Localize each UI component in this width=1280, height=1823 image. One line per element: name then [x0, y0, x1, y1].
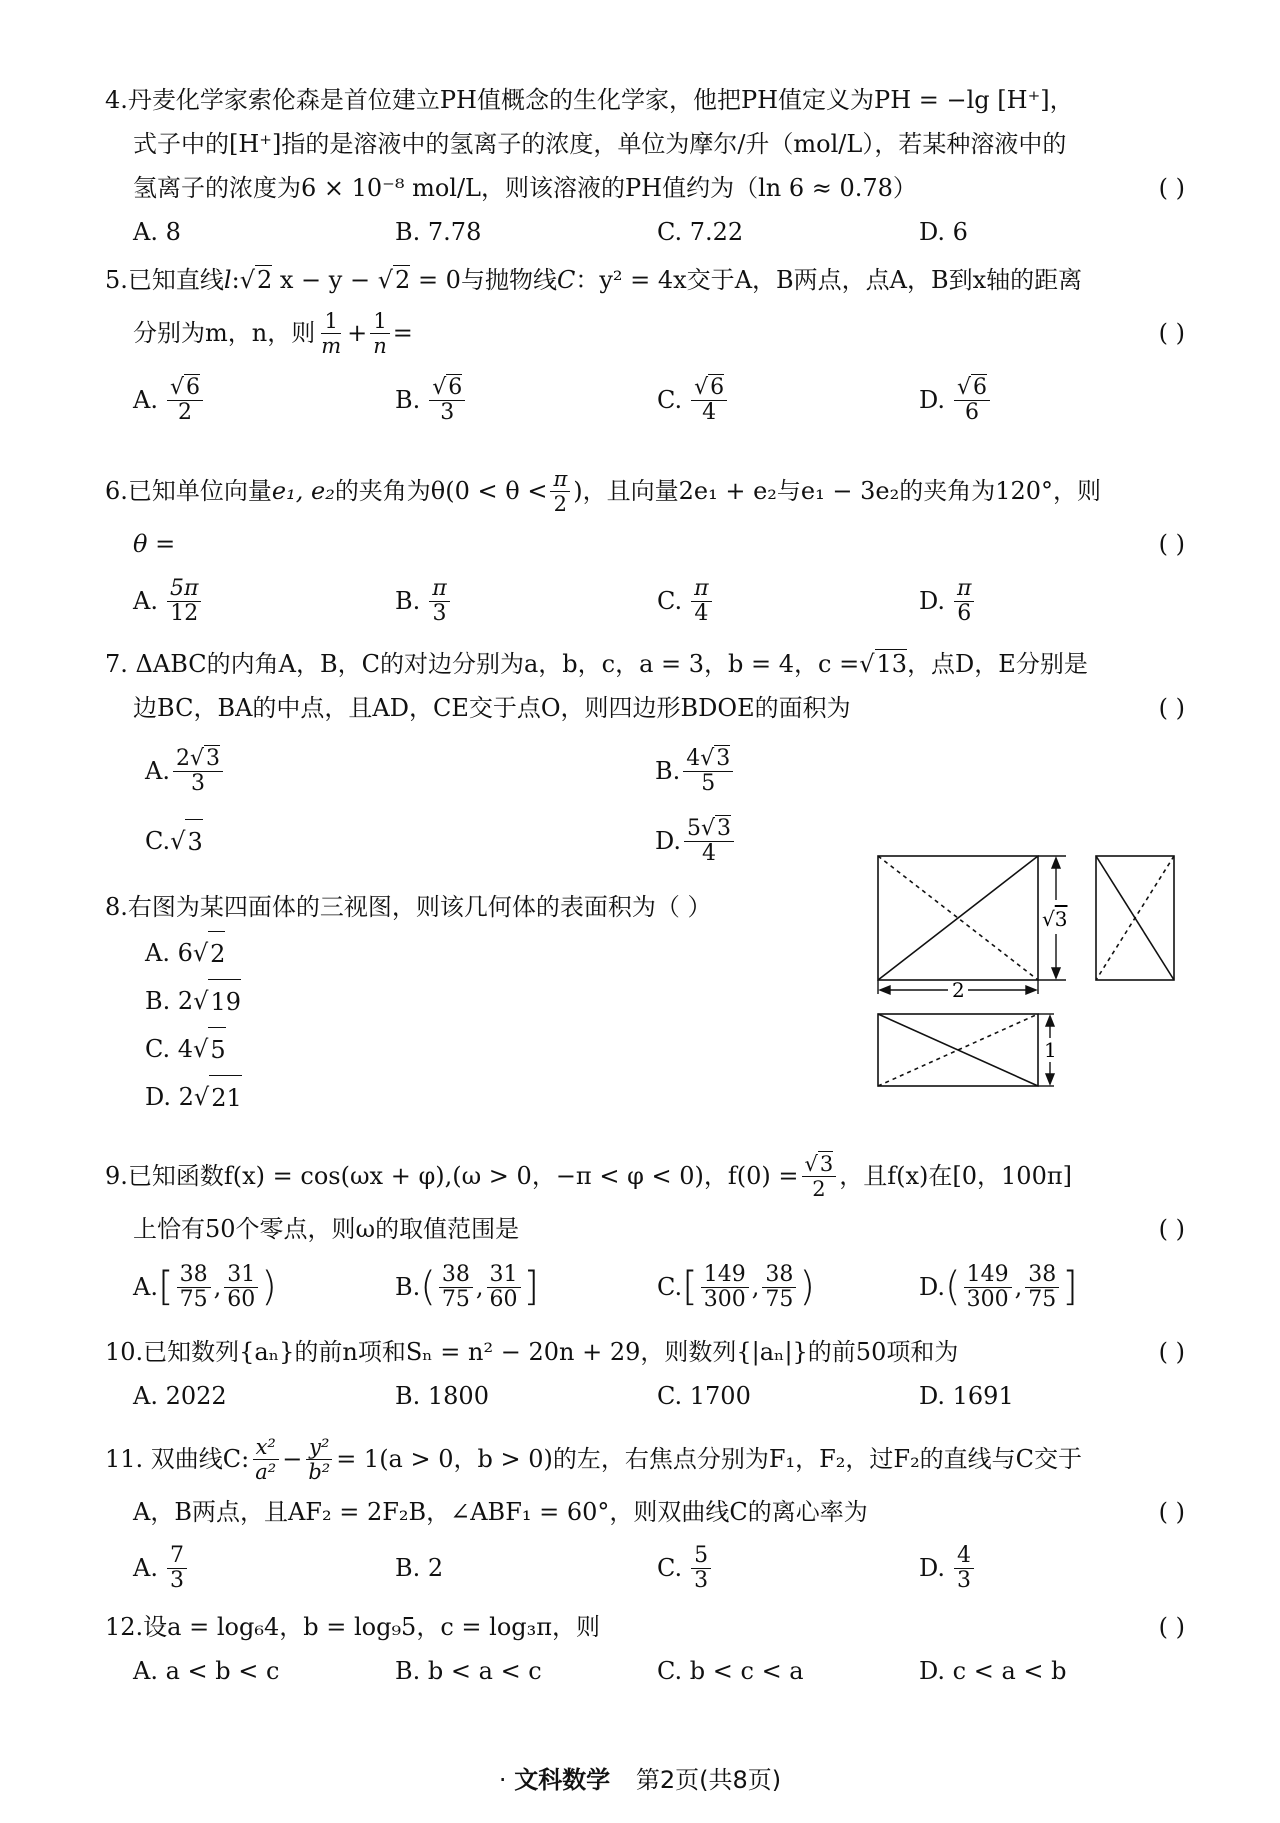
- answer-paren: ( ): [1158, 694, 1185, 722]
- option-den: 75: [179, 1286, 208, 1312]
- option-label: D.: [919, 587, 946, 615]
- footer-subject: 文科数学: [514, 1766, 611, 1794]
- option-num: 149: [964, 1263, 1012, 1288]
- q11-line-2: [105, 1490, 1185, 1534]
- option-frac: [954, 1544, 974, 1593]
- option-num: [429, 376, 465, 401]
- option-label: D.: [919, 386, 946, 414]
- q5-line-2: [105, 302, 1185, 364]
- option-a: [133, 1544, 395, 1593]
- option-d: [919, 376, 1181, 425]
- question-7: [105, 642, 1185, 876]
- option-den: 60: [489, 1286, 518, 1312]
- q9-line-2-text: 上恰有50个零点，则ω的取值范围是: [133, 1215, 520, 1243]
- q11-line-1: [105, 1428, 1185, 1490]
- option-num: 5: [691, 1544, 711, 1569]
- option-frac-2: [224, 1263, 258, 1312]
- option-frac: [691, 1544, 711, 1593]
- side-view: [1096, 856, 1174, 980]
- option-coef: 5: [687, 815, 702, 841]
- q11-frac-x: [252, 1435, 279, 1484]
- q7-rad: 13: [876, 650, 908, 678]
- option-frac: [954, 577, 974, 626]
- q9-line-1: [105, 1145, 1185, 1207]
- option-label: A. 6: [145, 939, 193, 967]
- q6-line-2: [105, 522, 1185, 566]
- sqrt-icon: √: [377, 266, 394, 294]
- option-frac: [167, 376, 203, 425]
- option-a: A. 2022: [133, 1382, 227, 1410]
- option-rad: 5: [208, 1027, 225, 1072]
- option-label: A.: [133, 386, 158, 414]
- option-frac: [691, 577, 711, 626]
- q4-line-2: 式子中的[H⁺]指的是溶液中的氢离子的浓度，单位为摩尔/升（mol/L），若某种溶液中的: [133, 130, 1067, 158]
- answer-paren: ( ): [1158, 1215, 1185, 1243]
- q5-C: C: [556, 266, 576, 294]
- option-a: [133, 577, 395, 626]
- q5-frac-2: [370, 309, 390, 358]
- answer-paren: ( ): [1158, 1498, 1185, 1526]
- q5-eq: =: [392, 319, 413, 347]
- option-label: B.: [395, 587, 421, 615]
- option-rad: 6: [186, 374, 200, 400]
- q6-two: 2: [553, 491, 568, 516]
- q9-frac-num: [802, 1152, 837, 1177]
- option-label: A.: [133, 1554, 158, 1582]
- option-den: 5: [701, 770, 716, 796]
- option-label: B.: [395, 386, 421, 414]
- top-view: [878, 1014, 1038, 1086]
- option-a: A. [ $\frac{38}{75}$ , $\frac{31}{60}$ ): [133, 1261, 277, 1312]
- option-den: 3: [694, 1567, 709, 1593]
- option-a: [145, 736, 655, 806]
- q6-line-1a: 6.已知单位向量: [105, 477, 272, 505]
- option-label: B. 2: [145, 987, 194, 1015]
- option-label: A.: [133, 587, 158, 615]
- q5-eq-d: = 0与抛物线: [410, 266, 557, 294]
- sqrt-icon: √: [193, 987, 209, 1015]
- left-bracket: (: [945, 1264, 961, 1310]
- option-label: C.: [657, 1554, 683, 1582]
- option-frac-2: [487, 1263, 521, 1312]
- question-4: [105, 78, 1185, 254]
- right-bracket: ): [799, 1264, 815, 1310]
- option-b: [395, 577, 657, 626]
- q4-line-3-text: 氢离子的浓度为6 × 10⁻⁸ mol/L，则该溶液的PH值约为（ln 6 ≈ 0.78）: [133, 174, 917, 202]
- sqrt-icon: √: [239, 266, 255, 294]
- left-bracket: [: [157, 1264, 174, 1310]
- sqrt-icon: √: [694, 374, 709, 400]
- option-num: 31: [487, 1263, 521, 1288]
- option-a: A. 8: [133, 218, 181, 246]
- height-label: √3: [1042, 907, 1068, 931]
- sqrt-icon: √: [957, 374, 972, 400]
- option-num: [683, 747, 733, 772]
- option-frac-1: [177, 1263, 211, 1312]
- option-label: D.: [919, 1273, 946, 1301]
- three-view-diagram: [870, 848, 1190, 1088]
- option-num: 4: [954, 1544, 974, 1569]
- q6-line-1: [105, 460, 1185, 522]
- option-rad: 6: [448, 374, 463, 400]
- right-bracket: ]: [1062, 1264, 1078, 1310]
- option-label: B.: [395, 1273, 421, 1301]
- footer-page-number: 第2页(共8页): [635, 1766, 782, 1794]
- option-d: D. c < a < b: [919, 1657, 1067, 1685]
- footer-dot: ·: [498, 1766, 507, 1794]
- q5-line-1: [105, 258, 1185, 302]
- option-den: 4: [702, 399, 717, 425]
- option-rad: 6: [710, 374, 725, 400]
- q5-line-2b: m，n，则: [205, 319, 316, 347]
- option-frac: [173, 747, 223, 796]
- q11-y2: y²: [306, 1435, 332, 1460]
- option-label: A.: [145, 757, 170, 785]
- left-bracket: (: [420, 1264, 436, 1310]
- left-bracket: [: [682, 1264, 698, 1310]
- q12-options: [105, 1649, 1185, 1693]
- q5-plus: +: [347, 319, 368, 347]
- q5-l: l: [223, 266, 232, 294]
- option-a: A. a < b < c: [133, 1657, 280, 1685]
- option-c: C. b < c < a: [657, 1657, 804, 1685]
- question-9: [105, 1145, 1185, 1323]
- option-d: D. 6: [919, 218, 968, 246]
- option-frac: [167, 1544, 187, 1593]
- sqrt-icon: √: [859, 650, 875, 678]
- option-den: 2: [177, 399, 192, 425]
- option-frac-1: [701, 1263, 749, 1312]
- q10-line-1: [105, 1330, 1185, 1374]
- q5-frac-1: [318, 309, 344, 358]
- sqrt-icon: √: [170, 827, 186, 855]
- option-den: 75: [765, 1286, 794, 1312]
- option-frac-2: [762, 1263, 796, 1312]
- option-num: 7: [167, 1544, 187, 1569]
- q7-line-2-text: 边BC，BA的中点，且AD，CE交于点O，则四边形BDOE的面积为: [133, 694, 851, 722]
- option-den: 6: [957, 600, 972, 626]
- option-b: B. 7.78: [395, 218, 482, 246]
- q5-suffix: A，B两点，点A，B到x轴的距离: [734, 266, 1083, 294]
- q9-line-1a: 9.已知函数f(x) = cos(ωx + φ),(ω > 0，−π < φ < 0)，f(0) =: [105, 1162, 799, 1190]
- option-c: C. [ $\frac{149}{300}$ , $\frac{38}{75}$ ): [657, 1261, 815, 1312]
- front-view: [878, 856, 1038, 980]
- option-b: B. 1800: [395, 1382, 489, 1410]
- q7-line-1b: ，点D，E分别是: [907, 650, 1088, 678]
- right-bracket: ]: [523, 1264, 540, 1310]
- option-frac: [167, 577, 201, 626]
- sqrt-icon: √: [189, 745, 204, 771]
- option-label: B.: [655, 757, 681, 785]
- answer-paren: ( ): [1158, 530, 1185, 558]
- q9-line-2: [105, 1207, 1185, 1251]
- answer-paren: ( ): [1158, 319, 1185, 347]
- q7-line-1: [105, 642, 1185, 686]
- option-num: π: [691, 577, 711, 602]
- option-den: 4: [702, 840, 717, 866]
- q6-pi: π: [550, 467, 570, 492]
- q6-pi-frac: [550, 467, 570, 516]
- sqrt-icon: √: [169, 374, 184, 400]
- option-c: [657, 1544, 919, 1593]
- q5-frac-1-num: 1: [321, 309, 340, 334]
- q6-options: [105, 566, 1185, 636]
- option-rad: 6: [973, 374, 988, 400]
- q6-vectors: e₁, e₂: [271, 477, 335, 505]
- option-rad: 2: [208, 931, 225, 976]
- option-label: C. 4: [145, 1035, 194, 1063]
- option-rad: 21: [209, 1075, 242, 1120]
- answer-paren: ( ): [1158, 1338, 1185, 1366]
- sqrt-icon: √: [700, 745, 715, 771]
- sqrt-icon: √: [192, 939, 209, 967]
- q11-line-1b: = 1(a > 0，b > 0)的左，右焦点分别为F₁，F₂，过F₂的直线与C交于: [336, 1445, 1083, 1473]
- option-frac: [683, 747, 733, 796]
- option-den: 300: [703, 1286, 746, 1312]
- sqrt-icon: √: [432, 374, 447, 400]
- q6-line-1d: )，且向量2e₁ + e₂与e₁ − 3e₂的夹角为120°，则: [573, 477, 1102, 505]
- option-num: 31: [224, 1263, 258, 1288]
- q9-frac: [802, 1152, 837, 1201]
- right-bracket: ): [261, 1264, 277, 1310]
- q5-prefix: 5.已知直线: [105, 266, 224, 294]
- width-label: 2: [952, 978, 965, 1002]
- q11-minus: −: [282, 1445, 303, 1473]
- q11-options: [105, 1534, 1185, 1602]
- q12-line-1-text: 12.设a = log₆4，b = log₉5，c = log₃π，则: [105, 1613, 601, 1641]
- q11-x2: x²: [253, 1435, 279, 1460]
- page-footer: [0, 1760, 1280, 1795]
- option-den: 3: [440, 399, 455, 425]
- option-d: [919, 1544, 1181, 1593]
- q7-line-2: [105, 686, 1185, 730]
- option-den: 12: [170, 600, 199, 626]
- q9-line-1b: ，且f(x)在[0，100π]: [839, 1162, 1072, 1190]
- option-c: [657, 577, 919, 626]
- q8-line-1: 8.右图为某四面体的三视图，则该几何体的表面积为（ ）: [105, 893, 712, 921]
- option-label: C.: [657, 386, 683, 414]
- option-frac-1: [439, 1263, 473, 1312]
- q11-frac-y: [305, 1435, 333, 1484]
- q10-line-1-text: 10.已知数列{aₙ}的前n项和Sₙ = n² − 20n + 29，则数列{|aₙ|}的前50项和为: [105, 1338, 959, 1366]
- question-12: [105, 1605, 1185, 1693]
- sqrt-icon: √: [701, 815, 716, 841]
- option-frac: [954, 376, 990, 425]
- q9-options: [105, 1251, 1185, 1323]
- option-den: 60: [227, 1286, 256, 1312]
- option-num: 149: [701, 1263, 749, 1288]
- question-10: [105, 1330, 1185, 1418]
- option-den: 6: [965, 399, 980, 425]
- option-frac-1: [964, 1263, 1012, 1312]
- option-frac: [429, 376, 465, 425]
- option-num: [173, 747, 223, 772]
- option-frac: [684, 817, 734, 866]
- option-num: [691, 376, 727, 401]
- option-den: 3: [169, 1567, 184, 1593]
- option-num: 5π: [167, 577, 201, 602]
- option-num: [954, 376, 990, 401]
- option-rad: 3: [185, 819, 202, 864]
- q5-line-2a: 分别为: [133, 319, 205, 347]
- sqrt-icon: √: [193, 1035, 209, 1063]
- option-den: 300: [966, 1286, 1009, 1312]
- option-label: C.: [145, 827, 171, 855]
- q12-line-1: [105, 1605, 1185, 1649]
- q10-options: [105, 1374, 1185, 1418]
- option-label: C.: [657, 1273, 683, 1301]
- option-c: C. 1700: [657, 1382, 751, 1410]
- question-5: [105, 258, 1185, 436]
- answer-paren: ( ): [1158, 174, 1185, 202]
- option-num: 38: [439, 1263, 473, 1288]
- option-b: [395, 376, 657, 425]
- option-den: 3: [190, 770, 205, 796]
- option-coef: 4: [686, 745, 701, 771]
- option-num: π: [429, 577, 449, 602]
- q5-eq-e: ：y² = 4x交于: [575, 266, 735, 294]
- option-label: A.: [133, 1273, 158, 1301]
- option-d: D. 1691: [919, 1382, 1014, 1410]
- q9-rad: 3: [819, 1151, 834, 1176]
- option-c: [657, 376, 919, 425]
- option-d: D. ( $\frac{149}{300}$ , $\frac{38}{75}$ ]: [919, 1261, 1078, 1312]
- q4-line-3: [105, 166, 1185, 210]
- q7-line-1a: 7. ΔABC的内角A，B，C的对边分别为a，b，c，a = 3，b = 4，c =: [105, 650, 860, 678]
- option-b: [655, 736, 785, 806]
- option-coef: 2: [175, 745, 190, 771]
- q11-b2: b²: [308, 1459, 331, 1484]
- q5-colon: :: [231, 266, 240, 294]
- option-num: π: [954, 577, 974, 602]
- option-rad: 3: [206, 745, 220, 771]
- depth-label: 1: [1044, 1038, 1057, 1062]
- q6-theta: θ =: [133, 530, 176, 558]
- option-den: 75: [441, 1286, 470, 1312]
- option-label: D.: [655, 827, 682, 855]
- q11-line-2-text: A，B两点，且AF₂ = 2F₂B，∠ABF₁ = 60°，则双曲线C的离心率为: [133, 1498, 868, 1526]
- q5-rad-c: 2: [395, 266, 411, 294]
- option-b: B. ( $\frac{38}{75}$ , $\frac{31}{60}$ ]: [395, 1261, 540, 1312]
- q5-frac-1-den: m: [321, 333, 342, 358]
- question-6: [105, 460, 1185, 636]
- option-rad: 3: [717, 815, 732, 841]
- sqrt-icon: √: [804, 1151, 818, 1176]
- question-11: [105, 1428, 1185, 1602]
- option-label: D. 2: [145, 1083, 194, 1111]
- q5-frac-2-num: 1: [370, 309, 389, 334]
- option-frac-2: [1025, 1263, 1059, 1312]
- option-c: C. 7.22: [657, 218, 744, 246]
- option-rad: 3: [716, 745, 731, 771]
- option-a: [133, 376, 395, 425]
- q11-a2: a²: [255, 1459, 277, 1484]
- q11-line-1a: 11. 双曲线C:: [105, 1445, 250, 1473]
- option-den: 3: [957, 1567, 972, 1593]
- q5-frac-2-den: n: [373, 333, 387, 358]
- option-num: 38: [177, 1263, 211, 1288]
- option-frac: [691, 376, 727, 425]
- sqrt-icon: √: [193, 1083, 210, 1111]
- q7-options: [105, 736, 785, 876]
- option-den: 4: [694, 600, 709, 626]
- q4-line-1: 4.丹麦化学家索伦森是首位建立PH值概念的生化学家，他把PH值定义为PH = −lg [H⁺]，: [105, 86, 1074, 114]
- option-d: [919, 577, 1181, 626]
- option-label: C.: [657, 587, 683, 615]
- option-label: D.: [919, 1554, 946, 1582]
- option-num: [684, 817, 734, 842]
- q5-rad-a: 2: [256, 266, 273, 294]
- option-num: 38: [762, 1263, 796, 1288]
- q9-den: 2: [812, 1176, 826, 1201]
- answer-paren: ( ): [1158, 1613, 1185, 1641]
- option-num: 38: [1025, 1263, 1059, 1288]
- q5-eq-b: x − y −: [272, 266, 378, 294]
- q6-line-1c: 的夹角为θ(0 < θ <: [334, 477, 548, 505]
- option-rad: 19: [208, 979, 241, 1024]
- q5-options: [105, 364, 1185, 436]
- option-d: [655, 806, 785, 876]
- q4-options: [105, 210, 1185, 254]
- option-den: 3: [432, 600, 447, 626]
- option-b: B. b < a < c: [395, 1657, 542, 1685]
- option-c: [145, 806, 655, 876]
- option-num: [167, 376, 203, 401]
- option-frac: [429, 577, 449, 626]
- option-den: 75: [1028, 1286, 1057, 1312]
- option-b: B. 2: [395, 1554, 444, 1582]
